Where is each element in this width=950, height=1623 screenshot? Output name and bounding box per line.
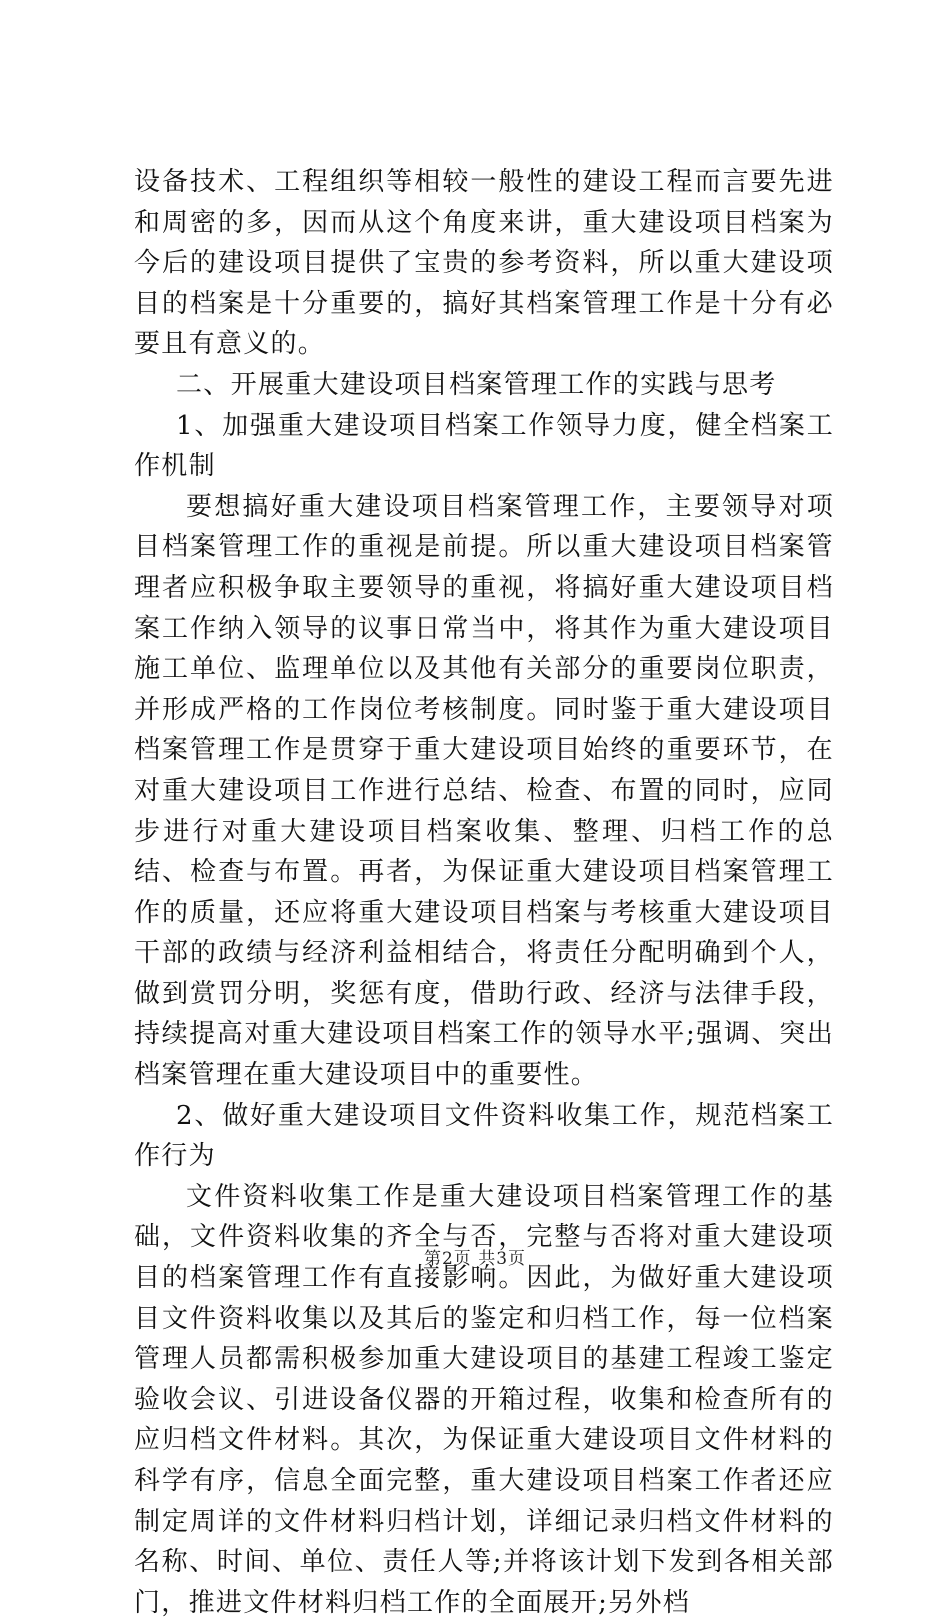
page-number-footer: 第2页 共3页 <box>423 1249 527 1269</box>
subsection-heading-1: 1、加强重大建设项目档案工作领导力度，健全档案工作机制 <box>134 410 834 482</box>
paragraph-continuation: 设备技术、工程组织等相较一般性的建设工程而言要先进和周密的多，因而从这个角度来讲，重大建设项目档案为今后的建设项目提供了宝贵的参考资料，所以重大建设项目的档案是十分重要的，搞好其档案管理工作是十分有必要且有意义的。 <box>134 167 834 360</box>
section-heading: 二、开展重大建设项目档案管理工作的实践与思考 <box>176 369 777 400</box>
subsection-heading-2: 2、做好重大建设项目文件资料收集工作，规范档案工作行为 <box>134 1100 834 1172</box>
document-body <box>134 162 834 1623</box>
paragraph-collection: 文件资料收集工作是重大建设项目档案管理工作的基础，文件资料收集的齐全与否，完整与否将对重大建设项目的档案管理工作有直接影响。因此，为做好重大建设项目文件资料收集以及其后的鉴定和归档工作，每一位档案管理人员都需积极参加重大建设项目的基建工程竣工鉴定验收会议、引进设备仪器的开箱过程，收集和检查所有的应归档文件材料。其次，为保证重大建设项目文件材料的科学有序，信息全面完整，重大建设项目档案工作者还应制定周详的文件材料归档计划，详细记录归档文件材料的名称、时间、单位、责任人等;并将该计划下发到各相关部门，推进文件材料归档工作的全面展开;另外档 <box>134 1181 834 1618</box>
paragraph-leadership: 要想搞好重大建设项目档案管理工作，主要领导对项目档案管理工作的重视是前提。所以重大建设项目档案管理者应积极争取主要领导的重视，将搞好重大建设项目档案工作纳入领导的议事日常当中，将其作为重大建设项目施工单位、监理单位以及其他有关部分的重要岗位职责，并形成严格的工作岗位考核制度。同时鉴于重大建设项目档案管理工作是贯穿于重大建设项目始终的重要环节，在对重大建设项目工作进行总结、检查、布置的同时，应同步进行对重大建设项目档案收集、整理、归档工作的总结、检查与布置。再者，为保证重大建设项目档案管理工作的质量，还应将重大建设项目档案与考核重大建设项目干部的政绩与经济利益相结合，将责任分配明确到个人，做到赏罚分明，奖惩有度，借助行政、经济与法律手段，持续提高对重大建设项目档案工作的领导水平;强调、突出档案管理在重大建设项目中的重要性。 <box>134 491 834 1091</box>
